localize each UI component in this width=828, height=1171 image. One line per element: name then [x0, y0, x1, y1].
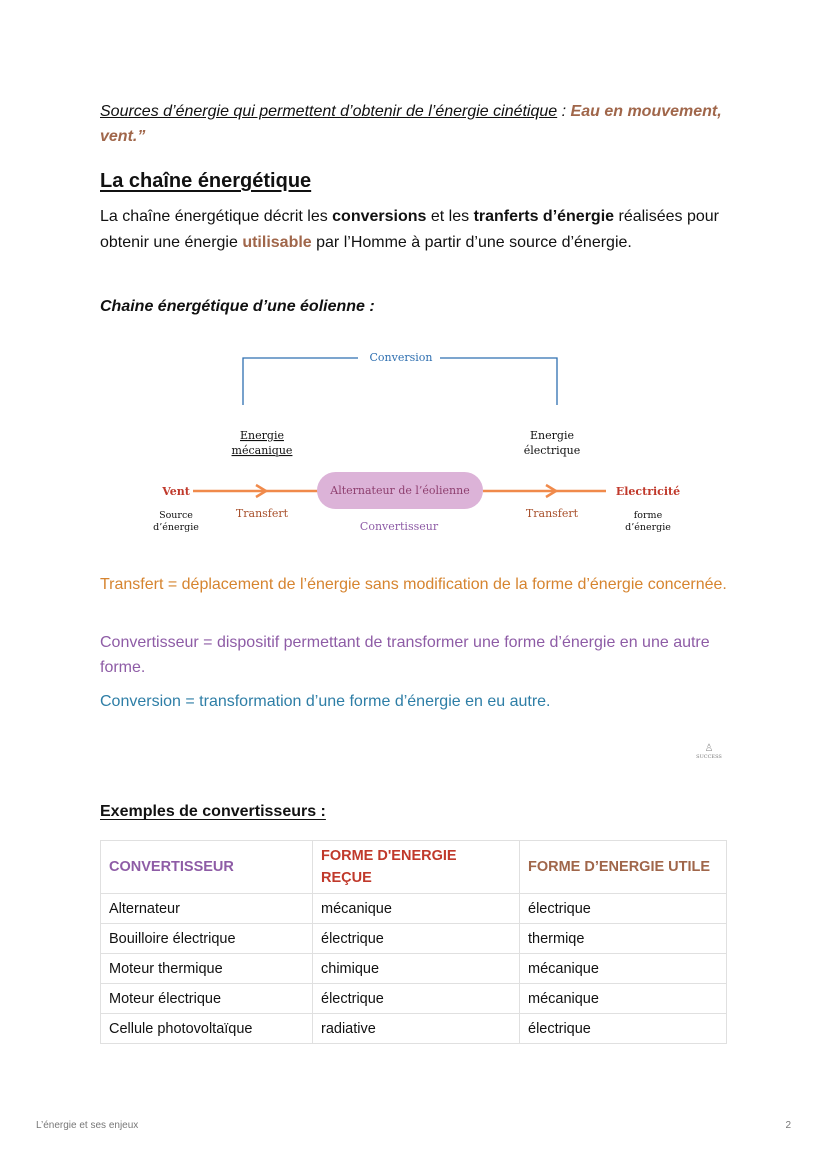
- table-row: [101, 984, 727, 1014]
- examples-title: Exemples de convertisseurs :: [100, 803, 326, 820]
- energy-right-line2: électrique: [523, 444, 581, 457]
- table-cell: thermiqe: [520, 924, 727, 954]
- table-header-convertisseur: CONVERTISSEUR: [101, 841, 313, 894]
- table-cell: électrique: [520, 1014, 727, 1044]
- conversion-bracket: [243, 358, 557, 405]
- table-cell: mécanique: [313, 894, 520, 924]
- desc-text-3: réalisées pour obtenir une énergie: [100, 208, 719, 251]
- footer-title: L’énergie et ses enjeux: [36, 1120, 139, 1131]
- definition-conversion: Conversion = transformation d’une forme d’énergie en eu autre.: [100, 693, 551, 710]
- table-cell: Cellule photovoltaïque: [101, 1014, 313, 1044]
- table-cell: électrique: [313, 984, 520, 1014]
- desc-bold-conversions: conversions: [332, 208, 427, 225]
- subsection-title: Chaine énergétique d’une éolienne :: [100, 298, 375, 315]
- energy-left-line2: mécanique: [231, 444, 293, 457]
- conversion-label: Conversion: [369, 351, 433, 364]
- table-cell: électrique: [313, 924, 520, 954]
- table-row: [101, 1014, 727, 1044]
- table-cell: Moteur thermique: [101, 954, 313, 984]
- output-sub-line2: d’énergie: [625, 522, 671, 533]
- table-header-row: [101, 841, 727, 894]
- desc-highlight-utilisable: utilisable: [242, 234, 312, 251]
- desc-text-1: La chaîne énergétique décrit les: [100, 208, 333, 225]
- table-cell: Moteur électrique: [101, 984, 313, 1014]
- footer-page-number: 2: [785, 1120, 791, 1131]
- table-header-forme-utile: FORME D’ENERGIE UTILE: [520, 841, 727, 894]
- table-cell: radiative: [313, 1014, 520, 1044]
- table-header-forme-recue: FORME D'ENERGIE REÇUE: [313, 841, 520, 894]
- source-sub-line1: Source: [159, 510, 193, 521]
- table-cell: Bouilloire électrique: [101, 924, 313, 954]
- converters-table: [100, 840, 727, 1044]
- source-sub-line2: d’énergie: [153, 522, 199, 533]
- table-row: [101, 954, 727, 984]
- output-label: Electricité: [615, 485, 681, 498]
- definition-transfert: Transfert = déplacement de l’énergie sans modification de la forme d’énergie concernée.: [100, 576, 727, 593]
- logo-mark-icon: ♙: [704, 743, 714, 754]
- intro-highlight: Eau en mouvement, vent.”: [100, 103, 722, 145]
- converter-label: Alternateur de l’éolienne: [330, 484, 470, 497]
- desc-bold-transferts: tranferts d’énergie: [473, 208, 615, 225]
- table-cell: chimique: [313, 954, 520, 984]
- intro-separator: :: [557, 103, 571, 120]
- section-title: La chaîne énergétique: [100, 170, 312, 192]
- table-cell: mécanique: [520, 954, 727, 984]
- transfer-left-label: Transfert: [235, 507, 289, 520]
- transfer-right-label: Transfert: [525, 507, 579, 520]
- table-cell: Alternateur: [101, 894, 313, 924]
- converter-sub: Convertisseur: [359, 520, 439, 533]
- table-cell: électrique: [520, 894, 727, 924]
- logo-text: SUCCESS: [696, 754, 722, 760]
- desc-text-2: et les: [426, 208, 474, 225]
- energy-right-line1: Energie: [530, 429, 574, 442]
- table-cell: mécanique: [520, 984, 727, 1014]
- table-row: [101, 894, 727, 924]
- output-sub-line1: forme: [633, 510, 663, 521]
- desc-text-4: par l’Homme à partir d’une source d’énergie.: [311, 234, 632, 251]
- success-logo: [693, 744, 725, 766]
- definition-convertisseur: Convertisseur = dispositif permettant de transformer une forme d’énergie en une autre forme.: [100, 634, 710, 676]
- intro-underlined-text: Sources d’énergie qui permettent d’obtenir de l’énergie cinétique: [100, 103, 558, 120]
- source-label: Vent: [162, 485, 190, 498]
- energy-left-line1: Energie: [240, 429, 284, 442]
- table-row: [101, 924, 727, 954]
